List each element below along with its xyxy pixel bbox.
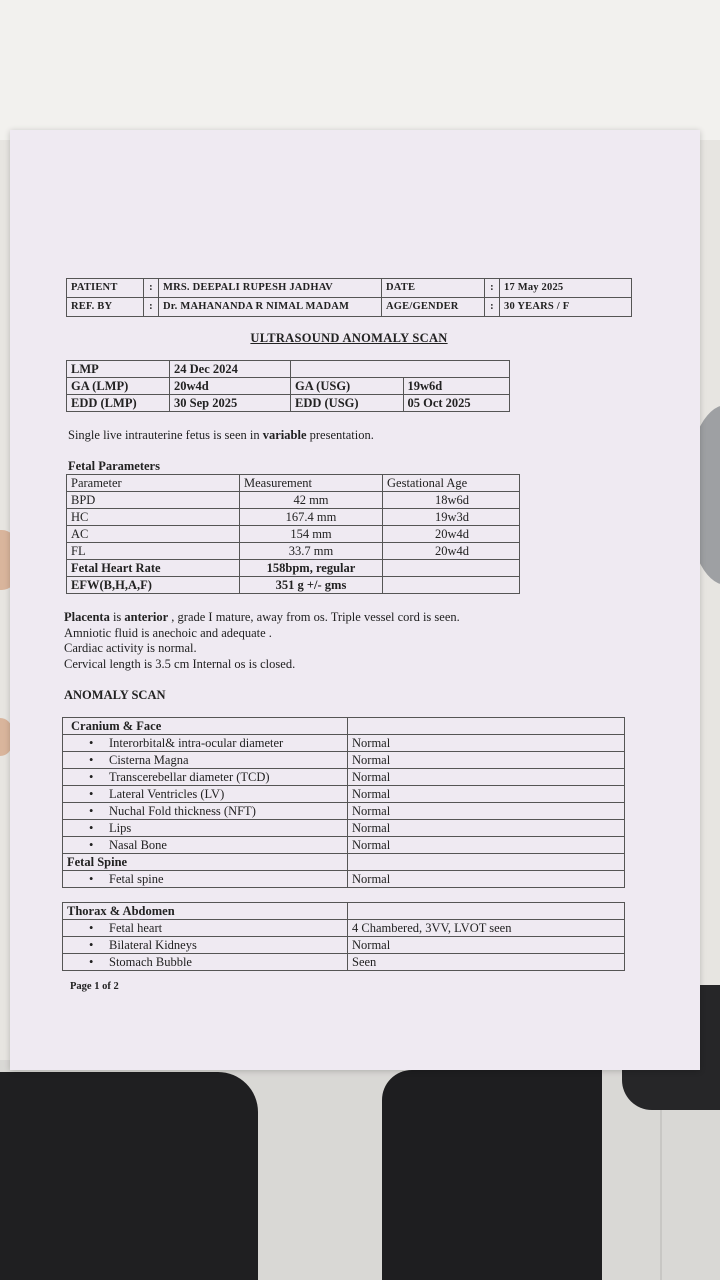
- refby-label: REF. BY: [67, 298, 144, 317]
- presentation-text: Single live intrauterine fetus is seen in variable presentation.: [68, 428, 374, 442]
- fetal-parameters-title: Fetal Parameters: [68, 459, 160, 473]
- separator: :: [485, 279, 500, 298]
- lmp-label: LMP: [67, 361, 170, 378]
- anomaly-scan-heading: ANOMALY SCAN: [64, 688, 166, 702]
- ga-lmp-value: 20w4d: [170, 378, 291, 395]
- cranium-spine-table: [62, 717, 625, 888]
- patient-header-table: [66, 278, 632, 317]
- cervical-line: Cervical length is 3.5 cm Internal os is closed.: [64, 656, 296, 671]
- table-row: • Lips Normal: [63, 820, 625, 837]
- cardiac-line: Cardiac activity is normal.: [64, 641, 197, 655]
- table-row: FL 33.7 mm 20w4d: [67, 543, 520, 560]
- edd-lmp-value: 30 Sep 2025: [170, 395, 291, 412]
- separator: :: [144, 279, 159, 298]
- table-row: • Interorbital& intra-ocular diameter Normal: [63, 735, 625, 752]
- report-content: [66, 278, 632, 992]
- col-header: Gestational Age: [383, 475, 520, 492]
- refby-value: Dr. MAHANANDA R NIMAL MADAM: [159, 298, 382, 317]
- placenta-line: Placenta is anterior , grade I mature, away from os. Triple vessel cord is seen.: [64, 610, 460, 624]
- col-header: Parameter: [67, 475, 240, 492]
- separator: :: [144, 298, 159, 317]
- table-row: • Fetal heart 4 Chambered, 3VV, LVOT seen: [63, 920, 625, 937]
- table-row: BPD 42 mm 18w6d: [67, 492, 520, 509]
- left-leg: [0, 1072, 258, 1280]
- background-wall: [0, 0, 720, 140]
- date-label: DATE: [382, 279, 485, 298]
- table-row: Fetal Heart Rate 158bpm, regular: [67, 560, 520, 577]
- patient-label: PATIENT: [67, 279, 144, 298]
- edd-usg-value: 05 Oct 2025: [403, 395, 510, 412]
- page-number: Page 1 of 2: [70, 981, 119, 992]
- report-paper: [10, 130, 700, 1070]
- table-row: • Lateral Ventricles (LV) Normal: [63, 786, 625, 803]
- table-row: • Bilateral Kidneys Normal: [63, 937, 625, 954]
- agegender-value: 30 YEARS / F: [500, 298, 632, 317]
- col-header: Measurement: [240, 475, 383, 492]
- amniotic-line: Amniotic fluid is anechoic and adequate .: [64, 625, 272, 640]
- table-row: • Cisterna Magna Normal: [63, 752, 625, 769]
- table-row: EFW(B,H,A,F) 351 g +/- gms: [67, 577, 520, 594]
- findings-notes: [64, 610, 632, 672]
- section-cranium: Cranium & Face: [63, 718, 348, 735]
- table-row: AC 154 mm 20w4d: [67, 526, 520, 543]
- table-row: • Nuchal Fold thickness (NFT) Normal: [63, 803, 625, 820]
- ga-lmp-label: GA (LMP): [67, 378, 170, 395]
- thorax-table: [62, 902, 625, 971]
- table-row: HC 167.4 mm 19w3d: [67, 509, 520, 526]
- edd-lmp-label: EDD (LMP): [67, 395, 170, 412]
- date-value: 17 May 2025: [500, 279, 632, 298]
- ga-usg-label: GA (USG): [291, 378, 404, 395]
- patient-name: MRS. DEEPALI RUPESH JADHAV: [159, 279, 382, 298]
- ga-usg-value: 19w6d: [403, 378, 510, 395]
- table-row: • Fetal spine Normal: [63, 871, 625, 888]
- table-row: • Transcerebellar diameter (TCD) Normal: [63, 769, 625, 786]
- report-title: ULTRASOUND ANOMALY SCAN: [250, 331, 448, 345]
- edd-usg-label: EDD (USG): [291, 395, 404, 412]
- section-thorax: Thorax & Abdomen: [63, 903, 348, 920]
- right-leg: [382, 1070, 602, 1280]
- separator: :: [485, 298, 500, 317]
- section-spine: Fetal Spine: [63, 854, 348, 871]
- table-row: • Nasal Bone Normal: [63, 837, 625, 854]
- lmp-value: 24 Dec 2024: [170, 361, 291, 378]
- fetal-parameters-table: [66, 474, 520, 594]
- table-row: • Stomach Bubble Seen: [63, 954, 625, 971]
- dates-table: [66, 360, 510, 412]
- agegender-label: AGE/GENDER: [382, 298, 485, 317]
